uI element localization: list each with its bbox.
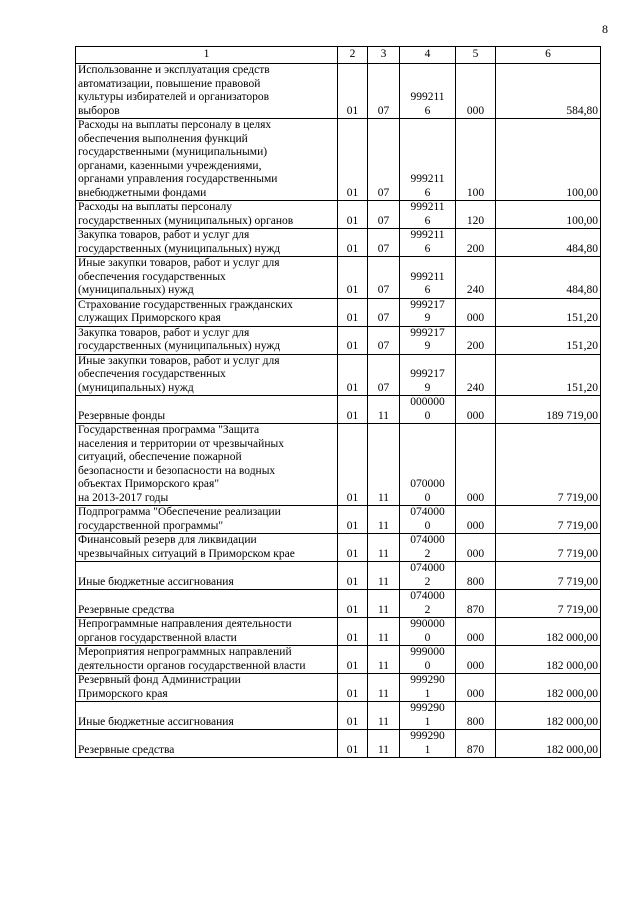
row-amount: 182 000,00 (496, 702, 601, 730)
row-subsection: 07 (368, 298, 400, 326)
row-section: 01 (338, 229, 368, 257)
row-amount: 182 000,00 (496, 618, 601, 646)
row-subsection: 07 (368, 229, 400, 257)
row-subsection: 07 (368, 201, 400, 229)
row-name: Финансовый резерв для ликвидации чрезвычайных ситуаций в Приморском крае (76, 534, 338, 562)
row-name: Иные бюджетные ассигнования (76, 562, 338, 590)
row-amount: 100,00 (496, 119, 601, 201)
row-target-code: 999000 0 (400, 646, 456, 674)
table-row (76, 702, 601, 730)
row-subsection: 11 (368, 674, 400, 702)
row-name: Подпрограмма "Обеспечение реализации государственной программы" (76, 506, 338, 534)
row-section: 01 (338, 201, 368, 229)
row-expense-type: 000 (456, 534, 496, 562)
row-target-code: 999211 6 (400, 257, 456, 299)
table-row (76, 674, 601, 702)
row-amount: 7 719,00 (496, 590, 601, 618)
row-section: 01 (338, 298, 368, 326)
row-expense-type: 000 (456, 506, 496, 534)
row-amount: 151,20 (496, 354, 601, 396)
row-amount: 151,20 (496, 298, 601, 326)
budget-table (75, 46, 601, 758)
row-expense-type: 100 (456, 119, 496, 201)
table-row (76, 326, 601, 354)
row-subsection: 07 (368, 257, 400, 299)
row-name: Закупка товаров, работ и услуг для государственных (муниципальных) нужд (76, 229, 338, 257)
row-section: 01 (338, 64, 368, 119)
table-body (76, 64, 601, 758)
row-expense-type: 200 (456, 326, 496, 354)
row-amount: 7 719,00 (496, 424, 601, 506)
table-row (76, 64, 601, 119)
table-row (76, 298, 601, 326)
row-target-code: 999290 1 (400, 674, 456, 702)
row-section: 01 (338, 646, 368, 674)
column-header-5: 5 (456, 47, 496, 64)
row-subsection: 07 (368, 64, 400, 119)
row-subsection: 11 (368, 702, 400, 730)
row-target-code: 999211 6 (400, 64, 456, 119)
row-target-code: 000000 0 (400, 396, 456, 424)
table-row (76, 119, 601, 201)
table-row (76, 730, 601, 758)
column-header-1: 1 (76, 47, 338, 64)
row-target-code: 999217 9 (400, 298, 456, 326)
row-expense-type: 870 (456, 730, 496, 758)
row-section: 01 (338, 424, 368, 506)
row-expense-type: 000 (456, 618, 496, 646)
row-subsection: 11 (368, 424, 400, 506)
table-row (76, 590, 601, 618)
row-amount: 100,00 (496, 201, 601, 229)
row-amount: 7 719,00 (496, 534, 601, 562)
row-amount: 484,80 (496, 229, 601, 257)
row-name: Закупка товаров, работ и услуг для государственных (муниципальных) нужд (76, 326, 338, 354)
row-name: Расходы на выплаты персоналу в целях обеспечения выполнения функций государственными (муниципальными) органами, казенными учреждениями, органами управления государственными внебюджетными фондами (76, 119, 338, 201)
column-header-3: 3 (368, 47, 400, 64)
row-expense-type: 000 (456, 298, 496, 326)
row-target-code: 999217 9 (400, 326, 456, 354)
row-subsection: 11 (368, 618, 400, 646)
table-row (76, 201, 601, 229)
row-target-code: 999211 6 (400, 119, 456, 201)
row-target-code: 999211 6 (400, 229, 456, 257)
row-expense-type: 240 (456, 257, 496, 299)
row-name: Резервные средства (76, 590, 338, 618)
row-section: 01 (338, 354, 368, 396)
row-target-code: 999211 6 (400, 201, 456, 229)
row-name: Иные закупки товаров, работ и услуг для обеспечения государственных (муниципальных) нужд (76, 354, 338, 396)
row-name: Непрограммные направления деятельности органов государственной власти (76, 618, 338, 646)
row-name: Резервные средства (76, 730, 338, 758)
table-row (76, 562, 601, 590)
row-target-code: 074000 2 (400, 534, 456, 562)
column-header-4: 4 (400, 47, 456, 64)
row-amount: 584,80 (496, 64, 601, 119)
row-amount: 7 719,00 (496, 562, 601, 590)
row-expense-type: 800 (456, 562, 496, 590)
row-amount: 7 719,00 (496, 506, 601, 534)
row-expense-type: 000 (456, 424, 496, 506)
table-row (76, 229, 601, 257)
row-section: 01 (338, 618, 368, 646)
row-name: Расходы на выплаты персоналу государственных (муниципальных) органов (76, 201, 338, 229)
table-row (76, 506, 601, 534)
table-row (76, 534, 601, 562)
table-row (76, 618, 601, 646)
row-subsection: 11 (368, 562, 400, 590)
row-subsection: 11 (368, 506, 400, 534)
row-expense-type: 240 (456, 354, 496, 396)
table-row (76, 396, 601, 424)
row-expense-type: 000 (456, 674, 496, 702)
row-name: Иные закупки товаров, работ и услуг для обеспечения государственных (муниципальных) нужд (76, 257, 338, 299)
row-target-code: 999290 1 (400, 702, 456, 730)
header-row (76, 47, 601, 64)
row-section: 01 (338, 506, 368, 534)
table-row (76, 257, 601, 299)
row-section: 01 (338, 730, 368, 758)
row-name: Страхование государственных гражданских служащих Приморского края (76, 298, 338, 326)
row-expense-type: 120 (456, 201, 496, 229)
row-section: 01 (338, 396, 368, 424)
row-amount: 189 719,00 (496, 396, 601, 424)
row-section: 01 (338, 674, 368, 702)
row-section: 01 (338, 534, 368, 562)
row-section: 01 (338, 562, 368, 590)
row-target-code: 074000 2 (400, 562, 456, 590)
row-subsection: 11 (368, 646, 400, 674)
row-target-code: 070000 0 (400, 424, 456, 506)
row-amount: 182 000,00 (496, 646, 601, 674)
row-subsection: 11 (368, 730, 400, 758)
row-target-code: 999290 1 (400, 730, 456, 758)
row-expense-type: 870 (456, 590, 496, 618)
row-expense-type: 000 (456, 646, 496, 674)
column-header-2: 2 (338, 47, 368, 64)
row-section: 01 (338, 590, 368, 618)
row-target-code: 074000 2 (400, 590, 456, 618)
row-expense-type: 000 (456, 396, 496, 424)
row-subsection: 11 (368, 590, 400, 618)
row-expense-type: 000 (456, 64, 496, 119)
row-name: Резервный фонд Администрации Приморского края (76, 674, 338, 702)
row-section: 01 (338, 257, 368, 299)
row-expense-type: 800 (456, 702, 496, 730)
row-target-code: 990000 0 (400, 618, 456, 646)
column-header-6: 6 (496, 47, 601, 64)
row-name: Резервные фонды (76, 396, 338, 424)
row-name: Государственная программа "Защита населения и территории от чрезвычайных ситуаций, обеспечение пожарной безопасности и безопасности на водных объектах Приморского края" на 2013-2017 годы (76, 424, 338, 506)
row-amount: 182 000,00 (496, 730, 601, 758)
row-amount: 484,80 (496, 257, 601, 299)
row-subsection: 07 (368, 119, 400, 201)
row-section: 01 (338, 702, 368, 730)
page-number: 8 (602, 22, 608, 36)
row-subsection: 11 (368, 396, 400, 424)
row-section: 01 (338, 326, 368, 354)
table-row (76, 424, 601, 506)
table-row (76, 646, 601, 674)
row-subsection: 11 (368, 534, 400, 562)
row-name: Мероприятия непрограммных направлений деятельности органов государственной власти (76, 646, 338, 674)
row-subsection: 07 (368, 326, 400, 354)
row-target-code: 074000 0 (400, 506, 456, 534)
row-amount: 182 000,00 (496, 674, 601, 702)
row-subsection: 07 (368, 354, 400, 396)
row-target-code: 999217 9 (400, 354, 456, 396)
row-name: Иные бюджетные ассигнования (76, 702, 338, 730)
row-expense-type: 200 (456, 229, 496, 257)
row-amount: 151,20 (496, 326, 601, 354)
table-row (76, 354, 601, 396)
row-section: 01 (338, 119, 368, 201)
row-name: Использованне и эксплуатация средств автоматизации, повышение правовой культуры избирателей и организаторов выборов (76, 64, 338, 119)
